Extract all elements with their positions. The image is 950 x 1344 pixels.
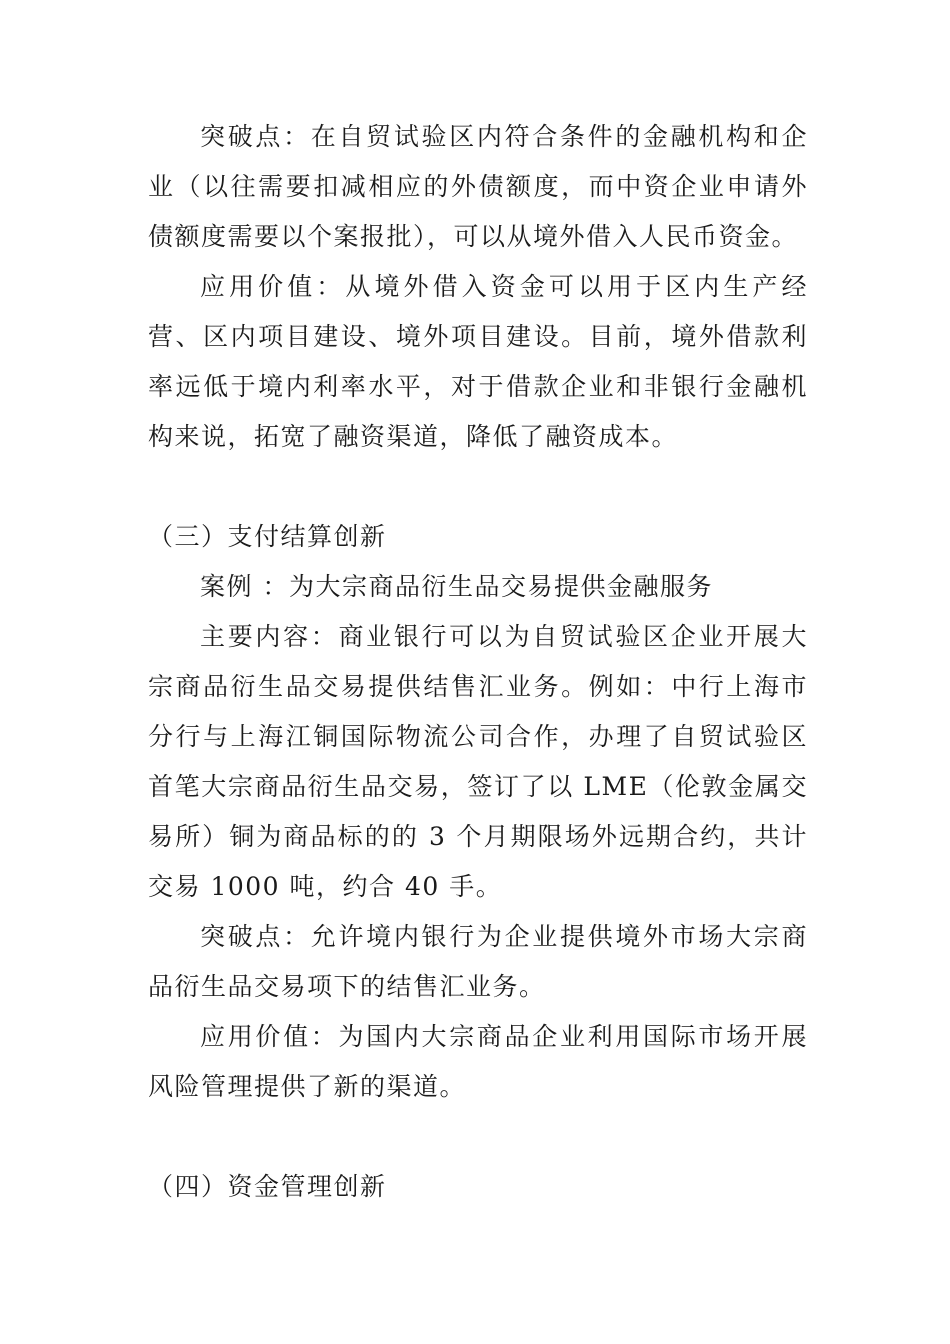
section-heading-fund-management: （四）资金管理创新	[148, 1172, 387, 1201]
section-spacer	[148, 462, 808, 512]
paragraph-main-content: 主要内容：商业银行可以为自贸试验区企业开展大宗商品衍生品交易提供结售汇业务。例如：中行上海市分行与上海江铜国际物流公司合作，办理了自贸试验区首笔大宗商品衍生品交易，签订了以 LME（伦敦金属交易所）铜为商品标的的 3 个月期限场外远期合约，共计交易 1000 吨，约合 40 手。	[148, 622, 808, 901]
paragraph-application-value-1: 应用价值：从境外借入资金可以用于区内生产经营、区内项目建设、境外项目建设。目前，境外借款利率远低于境内利率水平，对于借款企业和非银行金融机构来说，拓宽了融资渠道，降低了融资成本。	[148, 272, 808, 451]
paragraph-breakthrough-1: 突破点：在自贸试验区内符合条件的金融机构和企业（以往需要扣减相应的外债额度，而中资企业申请外债额度需要以个案报批），可以从境外借入人民币资金。	[148, 122, 808, 251]
section-heading-payment-settlement: （三）支付结算创新	[148, 522, 387, 551]
document-page	[148, 112, 808, 1212]
paragraph-breakthrough-2: 突破点：允许境内银行为企业提供境外市场大宗商品衍生品交易项下的结售汇业务。	[148, 922, 808, 1001]
section-spacer	[148, 1112, 808, 1162]
paragraph-case: 案例 ：为大宗商品衍生品交易提供金融服务	[200, 572, 713, 601]
paragraph-application-value-2: 应用价值：为国内大宗商品企业利用国际市场开展风险管理提供了新的渠道。	[148, 1022, 808, 1101]
